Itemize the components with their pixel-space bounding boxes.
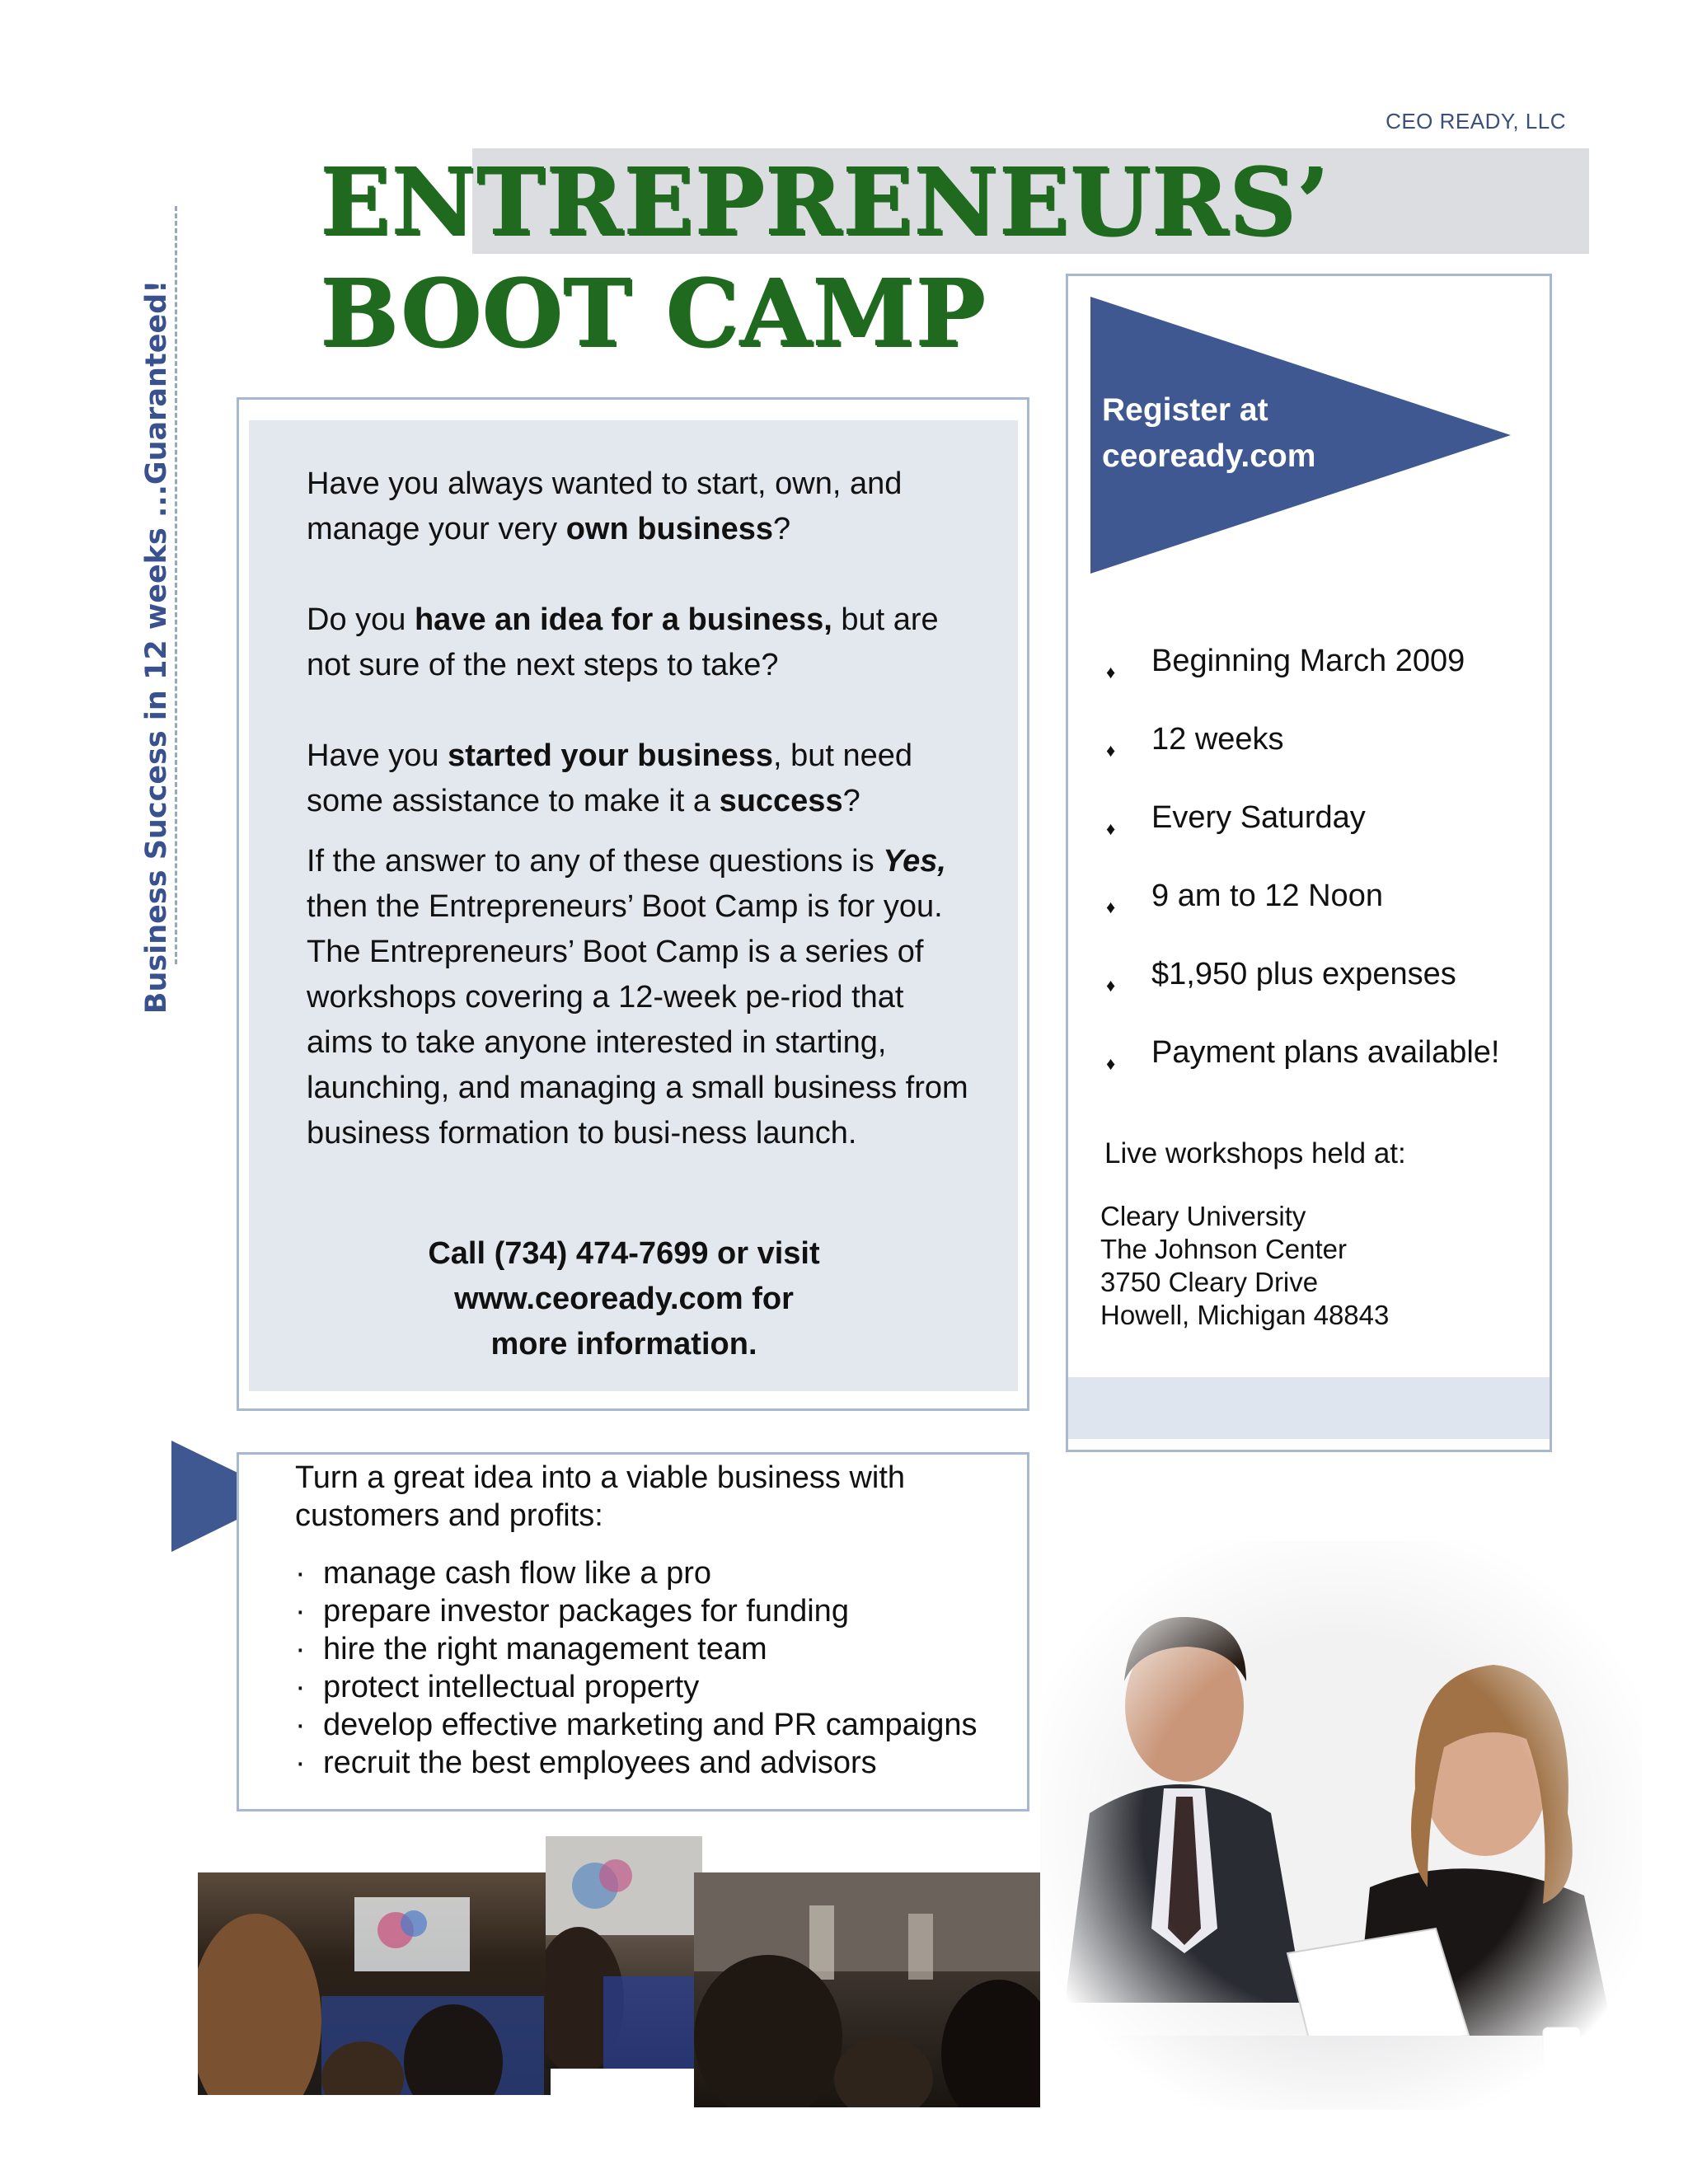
- dot-bullet-icon: ·: [295, 1632, 306, 1666]
- register-callout[interactable]: Register at ceoready.com: [1102, 392, 1316, 474]
- audience-photo-left: [198, 1872, 551, 2095]
- tagline-divider: [175, 206, 177, 964]
- intro-paragraph-3: Have you started your business, but need some assistance to make it a success?: [307, 738, 913, 818]
- page-title-line-1: ENTREPRENEURS’: [320, 148, 1329, 256]
- diamond-bullet-icon: ♦: [1106, 1053, 1116, 1074]
- list-item: ♦ Beginning March 2009: [1096, 641, 1558, 719]
- intro-paragraph-4: If the answer to any of these questions is Yes, then the Entrepreneurs’ Boot Camp is for you. The Entrepreneurs’ Boot Camp is a series of workshops covering a 12-week pe-riod that aims to take anyone interested in starting, launching, and managing a small business from business formation to busi-ness launch.: [307, 844, 968, 1151]
- location-address: Cleary University The Johnson Center 3750 Cleary Drive Howell, Michigan 48843: [1100, 1201, 1390, 1330]
- list-item: · recruit the best employees and advisors: [295, 1746, 877, 1780]
- benefits-list: [295, 1554, 1029, 1782]
- list-item: ♦ $1,950 plus expenses: [1096, 954, 1558, 1033]
- benefits-intro: Turn a great idea into a viable business with customers and profits:: [295, 1460, 906, 1533]
- dot-bullet-icon: ·: [295, 1746, 306, 1780]
- vertical-tagline: Business Success in 12 weeks ...Guaranteed!: [140, 279, 173, 1015]
- list-item: · manage cash flow like a pro: [295, 1556, 712, 1591]
- diamond-bullet-icon: ♦: [1106, 818, 1116, 839]
- list-item: · prepare investor packages for funding: [295, 1594, 849, 1629]
- intro-text: [307, 462, 974, 1156]
- details-panel-footer: [1068, 1377, 1550, 1439]
- details-list: [1096, 641, 1558, 1111]
- business-meeting-photo: [1040, 1541, 1642, 2110]
- diamond-bullet-icon: ♦: [1106, 740, 1116, 761]
- website-link[interactable]: www.ceoready.com for: [454, 1282, 794, 1316]
- list-item: ♦ 12 weeks: [1096, 719, 1558, 798]
- dot-bullet-icon: ·: [295, 1556, 306, 1591]
- diamond-bullet-icon: ♦: [1106, 662, 1116, 682]
- list-item: ♦ Every Saturday: [1096, 798, 1558, 876]
- list-item: · protect intellectual property: [295, 1670, 700, 1704]
- dot-bullet-icon: ·: [295, 1708, 306, 1742]
- list-item: ♦ 9 am to 12 Noon: [1096, 876, 1558, 954]
- list-item: · develop effective marketing and PR campaigns: [295, 1708, 978, 1742]
- list-item: ♦ Payment plans available!: [1096, 1033, 1558, 1111]
- dot-bullet-icon: ·: [295, 1670, 306, 1704]
- intro-paragraph-1: Have you always wanted to start, own, and manage your very own business?: [307, 466, 903, 546]
- audience-photo-right: [694, 1872, 1047, 2107]
- dot-bullet-icon: ·: [295, 1594, 306, 1629]
- page-title-line-2: BOOT CAMP: [320, 260, 986, 368]
- diamond-bullet-icon: ♦: [1106, 975, 1116, 996]
- company-name: CEO READY, LLC: [1386, 109, 1566, 134]
- audience-photo-middle: [546, 1836, 702, 2069]
- call-to-action: Call (734) 474-7699 or visit www.ceoready.com for more information.: [307, 1231, 941, 1367]
- location-label: Live workshops held at:: [1104, 1137, 1406, 1169]
- list-item: · hire the right management team: [295, 1632, 767, 1666]
- intro-paragraph-2: Do you have an idea for a business, but are not sure of the next steps to take?: [307, 602, 939, 682]
- diamond-bullet-icon: ♦: [1106, 897, 1116, 917]
